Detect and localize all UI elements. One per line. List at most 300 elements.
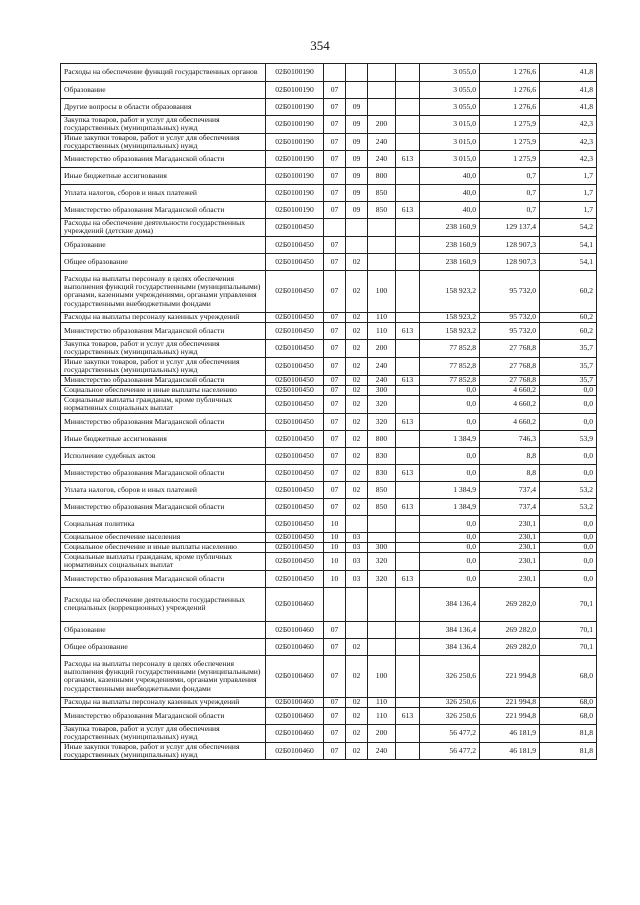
- cell-prz: 09: [346, 151, 368, 168]
- cell-rz: 07: [324, 638, 346, 655]
- cell-rz: 07: [324, 413, 346, 430]
- cell-csr: 02Б0100450: [266, 219, 324, 237]
- cell-fact: 4 660,2: [480, 385, 540, 395]
- cell-fact: 95 732,0: [480, 270, 540, 312]
- cell-name: Министерство образования Магаданской области: [61, 413, 266, 430]
- cell-name: Министерство образования Магаданской области: [61, 498, 266, 515]
- table-row: [61, 621, 597, 638]
- cell-plan: 40,0: [420, 168, 480, 185]
- cell-gr: [396, 697, 420, 707]
- cell-name: Расходы на обеспечение функций государственных органов: [61, 64, 266, 82]
- cell-vr: 320: [368, 413, 396, 430]
- table-row: [61, 357, 597, 375]
- cell-plan: 3 055,0: [420, 99, 480, 116]
- cell-plan: 384 136,4: [420, 621, 480, 638]
- cell-gr: [396, 253, 420, 270]
- cell-prz: [346, 219, 368, 237]
- cell-prz: 09: [346, 99, 368, 116]
- cell-plan: 238 160,9: [420, 236, 480, 253]
- cell-plan: 1 384,9: [420, 430, 480, 447]
- cell-plan: 0,0: [420, 570, 480, 587]
- cell-prz: 02: [346, 375, 368, 385]
- cell-plan: 0,0: [420, 542, 480, 552]
- cell-rz: 07: [324, 270, 346, 312]
- cell-pct: 0,0: [540, 385, 597, 395]
- cell-gr: [396, 64, 420, 82]
- cell-gr: 613: [396, 322, 420, 339]
- cell-fact: 0,7: [480, 168, 540, 185]
- cell-pct: 54,2: [540, 219, 597, 237]
- cell-fact: 27 768,8: [480, 375, 540, 385]
- cell-fact: 230,1: [480, 552, 540, 570]
- cell-vr: [368, 621, 396, 638]
- cell-prz: 02: [346, 724, 368, 742]
- cell-csr: 02Б0100190: [266, 202, 324, 219]
- cell-prz: 09: [346, 116, 368, 134]
- cell-plan: 0,0: [420, 447, 480, 464]
- cell-plan: 3 015,0: [420, 116, 480, 134]
- cell-vr: 110: [368, 322, 396, 339]
- cell-pct: 41,8: [540, 99, 597, 116]
- cell-prz: 09: [346, 202, 368, 219]
- table-row: [61, 82, 597, 99]
- cell-pct: 53,2: [540, 481, 597, 498]
- cell-pct: 0,0: [540, 447, 597, 464]
- cell-prz: 03: [346, 542, 368, 552]
- cell-prz: 02: [346, 395, 368, 413]
- cell-csr: 02Б0100450: [266, 552, 324, 570]
- cell-csr: 02Б0100450: [266, 532, 324, 542]
- cell-plan: 77 852,8: [420, 375, 480, 385]
- table-body: [61, 64, 597, 760]
- cell-prz: 02: [346, 742, 368, 760]
- cell-vr: [368, 515, 396, 532]
- cell-prz: 03: [346, 552, 368, 570]
- cell-name: Образование: [61, 621, 266, 638]
- cell-fact: 46 181,9: [480, 724, 540, 742]
- cell-gr: [396, 515, 420, 532]
- cell-fact: 95 732,0: [480, 322, 540, 339]
- cell-name: Социальное обеспечение и иные выплаты населению: [61, 542, 266, 552]
- cell-vr: 240: [368, 742, 396, 760]
- cell-name: Другие вопросы в области образования: [61, 99, 266, 116]
- cell-fact: 221 994,8: [480, 697, 540, 707]
- cell-prz: 09: [346, 133, 368, 151]
- cell-pct: 0,0: [540, 552, 597, 570]
- cell-name: Иные закупки товаров, работ и услуг для обеспечения государственных (муниципальных) нужд: [61, 357, 266, 375]
- cell-pct: 41,8: [540, 82, 597, 99]
- table-row: [61, 481, 597, 498]
- cell-pct: 0,0: [540, 464, 597, 481]
- cell-name: Расходы на выплаты персоналу в целях обеспечения выполнения функций государственными (муниципальными) органами, казенными учреждениями, органами управления государственными внебюджетными фондами: [61, 270, 266, 312]
- cell-csr: 02Б0100190: [266, 82, 324, 99]
- cell-name: Исполнение судебных актов: [61, 447, 266, 464]
- cell-csr: 02Б0100190: [266, 168, 324, 185]
- cell-rz: 07: [324, 312, 346, 322]
- cell-fact: 1 275,9: [480, 133, 540, 151]
- cell-name: Иные закупки товаров, работ и услуг для обеспечения государственных (муниципальных) нужд: [61, 742, 266, 760]
- cell-name: Закупка товаров, работ и услуг для обеспечения государственных (муниципальных) нужд: [61, 724, 266, 742]
- table-row: [61, 552, 597, 570]
- cell-gr: [396, 385, 420, 395]
- cell-rz: 07: [324, 655, 346, 697]
- cell-csr: 02Б0100450: [266, 498, 324, 515]
- cell-rz: 07: [324, 697, 346, 707]
- cell-csr: 02Б0100450: [266, 312, 324, 322]
- cell-gr: [396, 185, 420, 202]
- cell-rz: 07: [324, 236, 346, 253]
- cell-csr: 02Б0100460: [266, 655, 324, 697]
- cell-gr: [396, 236, 420, 253]
- cell-vr: [368, 64, 396, 82]
- table-row: [61, 339, 597, 357]
- cell-gr: [396, 312, 420, 322]
- cell-prz: 02: [346, 481, 368, 498]
- cell-rz: 07: [324, 724, 346, 742]
- cell-fact: 230,1: [480, 570, 540, 587]
- cell-gr: [396, 481, 420, 498]
- cell-name: Расходы на выплаты персоналу казенных учреждений: [61, 697, 266, 707]
- cell-csr: 02Б0100450: [266, 430, 324, 447]
- cell-csr: 02Б0100450: [266, 515, 324, 532]
- cell-fact: 1 275,9: [480, 151, 540, 168]
- cell-rz: 07: [324, 430, 346, 447]
- cell-name: Уплата налогов, сборов и иных платежей: [61, 481, 266, 498]
- table-row: [61, 464, 597, 481]
- cell-pct: 81,8: [540, 742, 597, 760]
- cell-pct: 35,7: [540, 339, 597, 357]
- cell-gr: [396, 532, 420, 542]
- table-row: [61, 587, 597, 621]
- cell-gr: [396, 542, 420, 552]
- table-row: [61, 133, 597, 151]
- cell-vr: 100: [368, 270, 396, 312]
- cell-pct: 0,0: [540, 413, 597, 430]
- cell-csr: 02Б0100450: [266, 385, 324, 395]
- cell-pct: 53,2: [540, 498, 597, 515]
- cell-name: Социальные выплаты гражданам, кроме публичных нормативных социальных выплат: [61, 395, 266, 413]
- cell-pct: 35,7: [540, 375, 597, 385]
- cell-gr: 613: [396, 413, 420, 430]
- cell-name: Образование: [61, 82, 266, 99]
- cell-name: Иные бюджетные ассигнования: [61, 168, 266, 185]
- cell-rz: 07: [324, 742, 346, 760]
- cell-csr: 02Б0100460: [266, 638, 324, 655]
- cell-fact: 8,8: [480, 464, 540, 481]
- cell-pct: 42,3: [540, 133, 597, 151]
- cell-rz: 07: [324, 99, 346, 116]
- cell-csr: 02Б0100450: [266, 357, 324, 375]
- cell-csr: 02Б0100450: [266, 395, 324, 413]
- cell-pct: 53,9: [540, 430, 597, 447]
- cell-vr: 300: [368, 542, 396, 552]
- cell-pct: 1,7: [540, 168, 597, 185]
- cell-rz: 10: [324, 570, 346, 587]
- cell-fact: 27 768,8: [480, 357, 540, 375]
- cell-prz: 02: [346, 312, 368, 322]
- cell-csr: 02Б0100460: [266, 724, 324, 742]
- cell-plan: 384 136,4: [420, 587, 480, 621]
- cell-vr: 240: [368, 357, 396, 375]
- cell-name: Министерство образования Магаданской области: [61, 707, 266, 724]
- cell-plan: 158 923,2: [420, 322, 480, 339]
- cell-vr: [368, 219, 396, 237]
- cell-fact: 1 275,9: [480, 116, 540, 134]
- cell-plan: 1 384,9: [420, 498, 480, 515]
- table-row: [61, 202, 597, 219]
- table-row: [61, 707, 597, 724]
- cell-fact: 46 181,9: [480, 742, 540, 760]
- table-row: [61, 498, 597, 515]
- cell-prz: [346, 236, 368, 253]
- table-row: [61, 413, 597, 430]
- cell-prz: 02: [346, 697, 368, 707]
- cell-name: Министерство образования Магаданской области: [61, 151, 266, 168]
- table-row: [61, 116, 597, 134]
- cell-fact: 269 282,0: [480, 621, 540, 638]
- cell-fact: 737,4: [480, 498, 540, 515]
- cell-rz: 07: [324, 447, 346, 464]
- cell-csr: 02Б0100450: [266, 270, 324, 312]
- cell-prz: 02: [346, 270, 368, 312]
- table-row: [61, 64, 597, 82]
- cell-prz: 02: [346, 385, 368, 395]
- cell-plan: 40,0: [420, 202, 480, 219]
- cell-pct: 42,3: [540, 116, 597, 134]
- cell-plan: 0,0: [420, 552, 480, 570]
- table-row: [61, 375, 597, 385]
- cell-rz: 07: [324, 357, 346, 375]
- table-row: [61, 236, 597, 253]
- cell-vr: 850: [368, 202, 396, 219]
- cell-plan: 3 055,0: [420, 64, 480, 82]
- cell-name: Социальное обеспечение населения: [61, 532, 266, 542]
- cell-vr: 830: [368, 447, 396, 464]
- table-row: [61, 253, 597, 270]
- cell-plan: 326 250,6: [420, 707, 480, 724]
- cell-vr: 240: [368, 151, 396, 168]
- cell-gr: [396, 133, 420, 151]
- cell-gr: [396, 357, 420, 375]
- cell-vr: 200: [368, 339, 396, 357]
- cell-vr: 850: [368, 498, 396, 515]
- cell-pct: 60,2: [540, 312, 597, 322]
- cell-gr: [396, 552, 420, 570]
- cell-fact: 269 282,0: [480, 638, 540, 655]
- budget-table: [60, 63, 597, 760]
- table-row: [61, 570, 597, 587]
- cell-name: Общее образование: [61, 253, 266, 270]
- cell-rz: [324, 587, 346, 621]
- cell-fact: 0,7: [480, 202, 540, 219]
- table-row: [61, 638, 597, 655]
- cell-vr: 320: [368, 570, 396, 587]
- cell-gr: [396, 621, 420, 638]
- cell-gr: [396, 447, 420, 464]
- cell-name: Министерство образования Магаданской области: [61, 322, 266, 339]
- cell-rz: 07: [324, 82, 346, 99]
- cell-fact: 1 276,6: [480, 64, 540, 82]
- cell-rz: 07: [324, 395, 346, 413]
- cell-fact: 230,1: [480, 532, 540, 542]
- cell-pct: 41,8: [540, 64, 597, 82]
- cell-csr: 02Б0100190: [266, 116, 324, 134]
- cell-pct: 0,0: [540, 515, 597, 532]
- cell-gr: 613: [396, 498, 420, 515]
- cell-prz: 02: [346, 339, 368, 357]
- table-row: [61, 385, 597, 395]
- cell-vr: 300: [368, 385, 396, 395]
- cell-fact: 4 660,2: [480, 395, 540, 413]
- cell-csr: 02Б0100460: [266, 707, 324, 724]
- cell-gr: [396, 339, 420, 357]
- cell-plan: 77 852,8: [420, 357, 480, 375]
- cell-fact: 221 994,8: [480, 707, 540, 724]
- cell-prz: 09: [346, 185, 368, 202]
- cell-vr: [368, 253, 396, 270]
- table-row: [61, 447, 597, 464]
- cell-rz: 07: [324, 322, 346, 339]
- cell-fact: 27 768,8: [480, 339, 540, 357]
- cell-gr: [396, 395, 420, 413]
- cell-gr: [396, 724, 420, 742]
- cell-prz: [346, 64, 368, 82]
- cell-rz: 07: [324, 339, 346, 357]
- cell-plan: 56 477,2: [420, 724, 480, 742]
- cell-csr: 02Б0100450: [266, 322, 324, 339]
- cell-prz: 02: [346, 322, 368, 339]
- cell-csr: 02Б0100450: [266, 375, 324, 385]
- cell-vr: 200: [368, 116, 396, 134]
- cell-rz: 07: [324, 133, 346, 151]
- table-row: [61, 532, 597, 542]
- cell-csr: 02Б0100450: [266, 236, 324, 253]
- cell-gr: 613: [396, 707, 420, 724]
- cell-vr: 110: [368, 312, 396, 322]
- cell-prz: [346, 587, 368, 621]
- cell-vr: [368, 99, 396, 116]
- cell-plan: 77 852,8: [420, 339, 480, 357]
- cell-prz: 02: [346, 464, 368, 481]
- cell-name: Социальные выплаты гражданам, кроме публичных нормативных социальных выплат: [61, 552, 266, 570]
- cell-name: Министерство образования Магаданской области: [61, 202, 266, 219]
- cell-gr: 613: [396, 375, 420, 385]
- cell-fact: 269 282,0: [480, 587, 540, 621]
- cell-prz: 02: [346, 357, 368, 375]
- cell-vr: [368, 638, 396, 655]
- cell-rz: 07: [324, 498, 346, 515]
- cell-rz: 07: [324, 481, 346, 498]
- cell-plan: 384 136,4: [420, 638, 480, 655]
- cell-pct: 81,8: [540, 724, 597, 742]
- cell-pct: 68,0: [540, 697, 597, 707]
- cell-prz: 03: [346, 532, 368, 542]
- cell-rz: 07: [324, 202, 346, 219]
- cell-pct: 70,1: [540, 621, 597, 638]
- cell-gr: 613: [396, 151, 420, 168]
- cell-prz: 02: [346, 253, 368, 270]
- table-row: [61, 168, 597, 185]
- cell-gr: [396, 168, 420, 185]
- cell-gr: 613: [396, 464, 420, 481]
- cell-prz: 02: [346, 707, 368, 724]
- cell-plan: 238 160,9: [420, 219, 480, 237]
- cell-pct: 0,0: [540, 570, 597, 587]
- cell-prz: [346, 82, 368, 99]
- cell-plan: 0,0: [420, 413, 480, 430]
- cell-plan: 3 015,0: [420, 151, 480, 168]
- cell-pct: 68,0: [540, 655, 597, 697]
- cell-fact: 129 137,4: [480, 219, 540, 237]
- table-row: [61, 542, 597, 552]
- cell-plan: 1 384,9: [420, 481, 480, 498]
- cell-rz: 07: [324, 385, 346, 395]
- cell-name: Социальная политика: [61, 515, 266, 532]
- cell-csr: 02Б0100190: [266, 133, 324, 151]
- cell-fact: 230,1: [480, 542, 540, 552]
- cell-rz: 10: [324, 515, 346, 532]
- cell-name: Министерство образования Магаданской области: [61, 375, 266, 385]
- cell-name: Расходы на обеспечение деятельности государственных специальных (коррекционных) учреждений: [61, 587, 266, 621]
- cell-vr: 240: [368, 375, 396, 385]
- cell-pct: 54,1: [540, 236, 597, 253]
- cell-plan: 40,0: [420, 185, 480, 202]
- cell-csr: 02Б0100450: [266, 542, 324, 552]
- cell-plan: 158 923,2: [420, 270, 480, 312]
- cell-pct: 1,7: [540, 185, 597, 202]
- cell-prz: [346, 621, 368, 638]
- cell-fact: 128 907,3: [480, 253, 540, 270]
- table-row: [61, 219, 597, 237]
- cell-fact: 221 994,8: [480, 655, 540, 697]
- cell-vr: [368, 587, 396, 621]
- cell-gr: [396, 99, 420, 116]
- cell-gr: [396, 116, 420, 134]
- cell-csr: 02Б0100450: [266, 339, 324, 357]
- cell-vr: 100: [368, 655, 396, 697]
- table-row: [61, 312, 597, 322]
- cell-csr: 02Б0100190: [266, 64, 324, 82]
- cell-prz: 09: [346, 168, 368, 185]
- cell-csr: 02Б0100460: [266, 587, 324, 621]
- cell-csr: 02Б0100450: [266, 253, 324, 270]
- cell-plan: 56 477,2: [420, 742, 480, 760]
- cell-gr: [396, 219, 420, 237]
- cell-vr: 800: [368, 168, 396, 185]
- cell-rz: 07: [324, 116, 346, 134]
- cell-prz: 02: [346, 498, 368, 515]
- cell-prz: 02: [346, 447, 368, 464]
- cell-name: Министерство образования Магаданской области: [61, 464, 266, 481]
- cell-plan: 0,0: [420, 464, 480, 481]
- cell-fact: 737,4: [480, 481, 540, 498]
- cell-rz: 07: [324, 151, 346, 168]
- cell-name: Расходы на выплаты персоналу в целях обеспечения выполнения функций государственными (муниципальными) органами, казенными учреждениями, органами управления государственными внебюджетными фондами: [61, 655, 266, 697]
- cell-name: Уплата налогов, сборов и иных платежей: [61, 185, 266, 202]
- cell-rz: 07: [324, 707, 346, 724]
- cell-pct: 0,0: [540, 542, 597, 552]
- cell-vr: 110: [368, 707, 396, 724]
- cell-fact: 95 732,0: [480, 312, 540, 322]
- cell-plan: 326 250,6: [420, 697, 480, 707]
- cell-plan: 158 923,2: [420, 312, 480, 322]
- cell-prz: 02: [346, 430, 368, 447]
- cell-gr: [396, 587, 420, 621]
- cell-gr: [396, 430, 420, 447]
- cell-pct: 70,1: [540, 587, 597, 621]
- table-row: [61, 395, 597, 413]
- cell-csr: 02Б0100450: [266, 570, 324, 587]
